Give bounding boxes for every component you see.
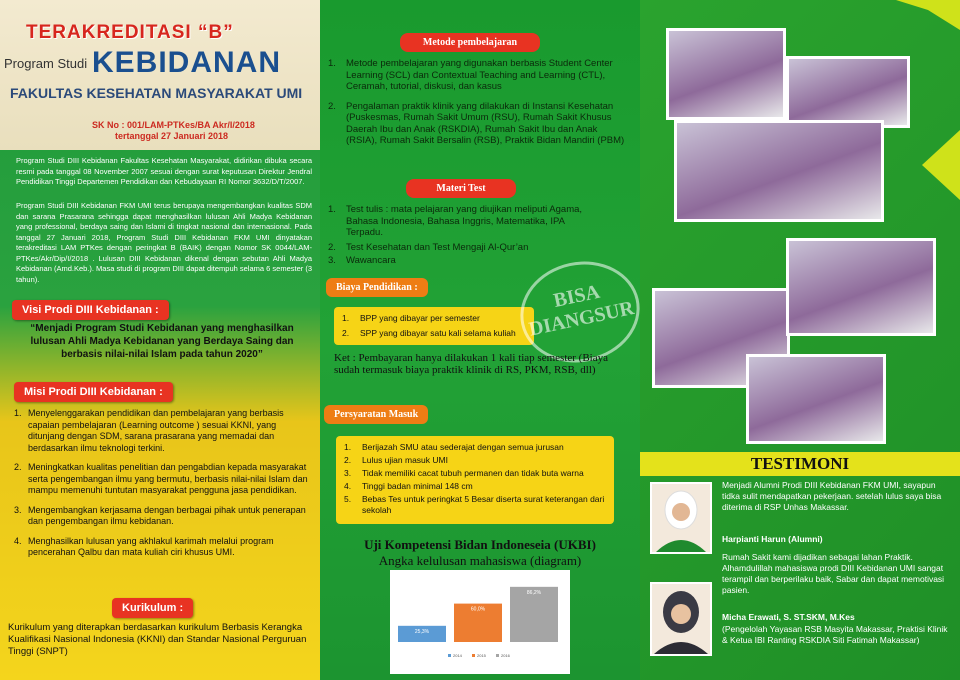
decor-triangle-right bbox=[922, 130, 960, 200]
testimonial-2-text: Rumah Sakit kami dijadikan sebagai lahan Praktik. Alhamdulillah mahasiswa prodi DIII Kebidanan UMI sangat terampil dan berperilaku baik, Sabar dan dapat memotivasi pasien. bbox=[722, 552, 945, 595]
legend-swatch-2015 bbox=[472, 654, 475, 657]
item-text: Tinggi badan minimal 148 cm bbox=[362, 481, 473, 491]
photo-lab-practice-4 bbox=[786, 238, 936, 336]
item-text: Berijazah SMU atau sederajat dengan semua jurusan bbox=[362, 442, 564, 452]
pass-rate-chart bbox=[390, 570, 570, 674]
list-item bbox=[14, 408, 310, 454]
item-text: Lulus ujian masuk UMI bbox=[362, 455, 448, 465]
item-text: Bebas Tes untuk peringkat 5 Besar diserta surat keterangan dari sekolah bbox=[362, 494, 605, 515]
list-item bbox=[328, 255, 588, 267]
photo-lab-practice-2 bbox=[786, 56, 910, 128]
legend-label-2016: 2016 bbox=[501, 653, 510, 658]
item-text: Menyelenggarakan pendidikan dan pembelajaran yang berbasis capaian pembelajaran (Learning outcome ) sesuai KKNI, yang ditunjang dengan SDM, sarana prasarana yang memadai dan berdasarkan ilmu teknologi terkini. bbox=[28, 408, 284, 453]
item-text: Test tulis : mata pelajaran yang diujikan meliputi Agama, Bahasa Indonesia, Bahasa Inggris, Matematika, IPA Terpadu. bbox=[346, 204, 583, 238]
item-number: 2. bbox=[328, 241, 336, 253]
legend-label-2015: 2015 bbox=[477, 653, 486, 658]
practitioner-avatar bbox=[650, 582, 712, 656]
item-number: 2. bbox=[328, 100, 336, 112]
person-icon bbox=[652, 584, 710, 654]
item-number: 4. bbox=[344, 481, 352, 491]
item-number: 3. bbox=[344, 468, 352, 478]
syarat-heading: Persyaratan Masuk bbox=[324, 405, 428, 424]
installment-stamp: BISA DIANGSUR bbox=[511, 251, 640, 374]
program-studi-label: Program Studi bbox=[4, 56, 88, 71]
list-item bbox=[344, 494, 606, 516]
testimonial-2-name: Micha Erawati, S. ST.SKM, M.Kes bbox=[722, 612, 855, 622]
metode-list bbox=[328, 58, 628, 149]
photo-lab-practice-5 bbox=[746, 354, 886, 444]
faculty-name: FAKULTAS KESEHATAN MASYARAKAT UMI bbox=[10, 85, 303, 101]
list-item bbox=[14, 462, 310, 497]
legend-label-2014: 2014 bbox=[453, 653, 462, 658]
item-number: 1. bbox=[328, 204, 336, 215]
item-number: 4. bbox=[14, 535, 22, 546]
kurikulum-text: Kurikulum yang diterapkan berdasarkan kurikulum Berbasis Kerangka Kualifikasi Nasional Indonesia (KKNI) dan Standar Nasional Perguruan Tinggi (SNPT) bbox=[8, 622, 307, 657]
item-text: Test Kesehatan dan Test Mengaji Al-Qur’an bbox=[346, 241, 529, 253]
list-item bbox=[328, 58, 628, 93]
alumni-avatar bbox=[650, 482, 712, 554]
metode-heading: Metode pembelajaran bbox=[400, 33, 540, 52]
list-item bbox=[344, 481, 606, 492]
accreditation-title: TERAKREDITASI “B” bbox=[26, 22, 234, 43]
item-text: Menghasilkan lulusan yang akhlakul karimah melalui program pencerahan Qalbu dan mata kuliah ciri khusus UMI. bbox=[28, 535, 274, 557]
list-item bbox=[328, 242, 588, 254]
item-text: Meningkatkan kualitas penelitian dan pengabdian kepada masyarakat serta pengembangan ilmu yang bermutu, berbasis nilai-nilai Islam dan mampu memenuhi tuntutan masyarakat pengguna jasa pendidikan. bbox=[28, 462, 308, 495]
item-number: 1. bbox=[344, 442, 352, 452]
item-text: BPP yang dibayar per semester bbox=[360, 313, 480, 323]
photo-students-group bbox=[674, 120, 884, 222]
photo-lab-practice-1 bbox=[666, 28, 786, 120]
visi-text: “Menjadi Program Studi Kebidanan yang menghasilkan lulusan Ahli Madya Kebidanan yang Berdaya Saing dan berbasis nilai-nilai Islam pada tahun 2020” bbox=[30, 323, 294, 360]
legend-swatch-2014 bbox=[448, 654, 451, 657]
item-text: Wawancara bbox=[346, 255, 396, 266]
list-item bbox=[328, 101, 628, 147]
item-text: Tidak memiliki cacat tubuh permanen dan tidak buta warna bbox=[362, 468, 584, 478]
materi-list bbox=[328, 204, 588, 269]
right-panel bbox=[640, 0, 960, 680]
list-item bbox=[344, 442, 606, 453]
testimonial-1-name: Harpianti Harun (Alumni) bbox=[722, 534, 823, 544]
item-number: 1. bbox=[342, 313, 350, 323]
materi-heading: Materi Test bbox=[406, 179, 516, 198]
list-item bbox=[344, 455, 606, 466]
ukbi-subtitle: Angka kelulusan mahasiswa (diagram) bbox=[378, 553, 582, 568]
sk-date: tertanggal 27 Januari 2018 bbox=[115, 131, 229, 141]
intro-paragraph-2: Program Studi DIII Kebidanan FKM UMI terus berupaya mengembangkan kualitas SDM dan sarana Prasarana sehingga dapat menghasilkan lulusan Ahli Madya Kebidanan yang professional, berdaya saing dan Islami di tingkat nasional dan internasional. Pada tanggal 27 Januari 2018, Program Studi DIII Kebidanan FKM UMI dinyatakan terakreditasi LAM PTKes dengan peringkat B (BAIK) dengan Nomor SK 0044/LAM-PTKes/Akr/Dip/I/2018 . Lulusan DIII Kebidanan dikenal dengan sebutan Ahli Madya Kebidanan (Amd.Keb.). Masa studi di program DIII dapat ditempuh selama 6 semester (3 tahun). bbox=[16, 201, 312, 284]
list-item bbox=[344, 468, 606, 479]
testimonial-1-text: Menjadi Alumni Prodi DIII Kebidanan FKM UMI, sayapun tidka sulit mendapatkan pekerjaan. setelah lulus saya bisa diterima di RSP Unhas Makassar. bbox=[722, 480, 942, 512]
person-icon bbox=[652, 484, 710, 552]
item-text: SPP yang dibayar satu kali selama kuliah bbox=[360, 328, 516, 338]
program-name: KEBIDANAN bbox=[92, 46, 281, 79]
list-item bbox=[328, 204, 588, 239]
list-item bbox=[14, 505, 310, 528]
item-number: 1. bbox=[14, 408, 22, 418]
middle-panel bbox=[320, 0, 640, 680]
ukbi-title: Uji Kompetensi Bidan Indoneseia (UKBI) bbox=[364, 537, 596, 552]
item-text: Metode pembelajaran yang digunakan berbasis Student Center Learning (SCL) dan Contextual Teaching and Learning (CTL), Ceramah, tutorial, diskusi, dan kasus bbox=[346, 58, 613, 92]
testimonial-2-role: (Pengelolah Yayasan RSB Masyita Makassar, Praktisi Klinik & Ketua IBI Ranting RSKDIA Siti Fatimah Makassar) bbox=[722, 624, 948, 645]
misi-heading: Misi Prodi DIII Kebidanan : bbox=[14, 382, 173, 402]
list-item bbox=[342, 313, 526, 324]
item-text: Mengembangkan kerjasama dengan berbagai pihak untuk penerapan dan pengembangan ilmu kebidanan. bbox=[28, 504, 306, 526]
legend-swatch-2016 bbox=[496, 654, 499, 657]
list-item bbox=[14, 536, 310, 559]
biaya-heading: Biaya Pendidikan : bbox=[326, 278, 428, 297]
item-number: 2. bbox=[344, 455, 352, 465]
biaya-box bbox=[334, 307, 534, 345]
intro-paragraph-1: Program Studi DIII Kebidanan Fakultas Kesehatan Masyarakat, didirikan dibuka secara resmi pada tanggal 08 November 2007 sesuai dengan surat keputusan Direktur Jendral Pendidikan Tinggi Departemen Pendidikan dan Kebudayaan RI Nomor 3632/D/T/2007. bbox=[16, 156, 312, 186]
item-number: 2. bbox=[342, 328, 350, 338]
item-number: 3. bbox=[14, 504, 22, 515]
sk-number: SK No : 001/LAM-PTKes/BA Akr/I/2018 bbox=[92, 120, 255, 130]
item-number: 2. bbox=[14, 462, 22, 472]
item-number: 3. bbox=[328, 255, 336, 266]
kurikulum-heading: Kurikulum : bbox=[112, 598, 193, 618]
item-number: 5. bbox=[344, 494, 352, 504]
data-label-2015: 60,0% bbox=[470, 606, 486, 613]
item-number: 1. bbox=[328, 58, 336, 69]
list-item bbox=[342, 328, 526, 339]
visi-heading: Visi Prodi DIII Kebidanan : bbox=[12, 300, 169, 320]
payment-note: Ket : Pembayaran hanya dilakukan 1 kali tiap semester (Biaya sudah termasuk biaya praktik klinik di RS, PKM, RSB, dll) bbox=[334, 352, 608, 376]
left-panel bbox=[0, 0, 320, 680]
item-text: Pengalaman praktik klinik yang dilakukan di Instansi Kesehatan (Puskesmas, Rumah Sakit Umum (RSU), Rumah Sakit Khusus Daerah Ibu dan Anak (RSKDIA), Rumah Sakit Ibu dan Anak (RSIA), Rumah Sakit Bersalin (RSB), Praktik Bidan Mandiri (PBM) bbox=[346, 100, 625, 146]
misi-list bbox=[14, 408, 310, 567]
syarat-box bbox=[336, 436, 614, 524]
testimoni-heading: TESTIMONI bbox=[640, 452, 960, 476]
data-label-2014: 25,3% bbox=[414, 628, 430, 635]
data-label-2016: 86,2% bbox=[526, 589, 542, 596]
brochure-header bbox=[0, 0, 320, 150]
decor-triangle-top bbox=[888, 0, 960, 40]
